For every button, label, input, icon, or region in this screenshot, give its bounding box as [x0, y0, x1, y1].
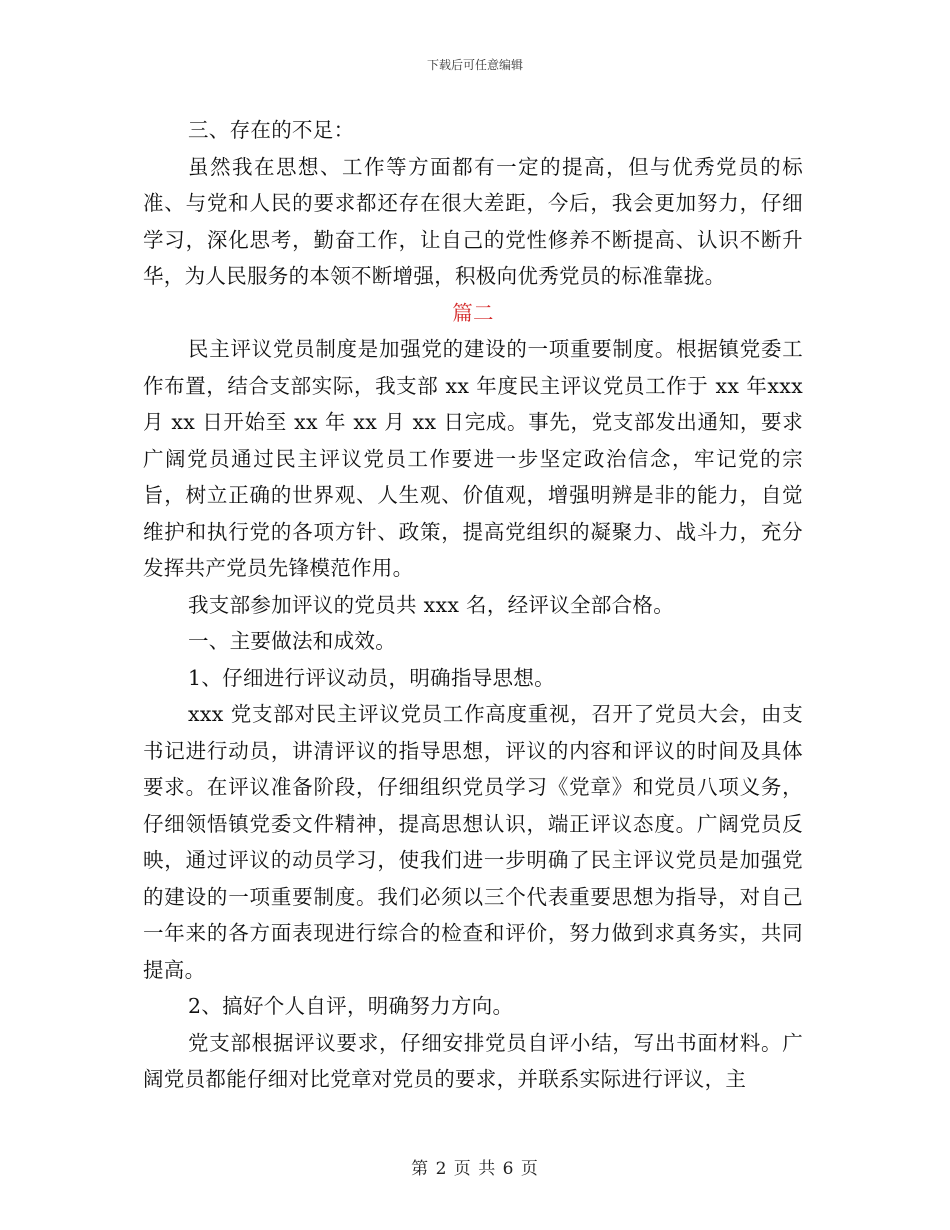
- part-two-heading: 篇二: [452, 300, 494, 325]
- page-number: 第 2 页 共 6 页: [411, 1159, 539, 1179]
- download-note: 下载后可任意编辑: [426, 58, 523, 72]
- paragraph-mobilization: xxx 党支部对民主评议党员工作高度重视，召开了党员大会，由支书记进行动员，讲清评议的指导思想，评议的内容和评议的时间及具体要求。在评议准备阶段，仔细组织党员学习《党章》和党员八项义务，仔细领悟镇党委文件精神，提高思想认识，端正评议态度。广阔党员反映，通过评议的动员学习，使我们进一步明确了民主评议党员是加强党的建设的一项重要制度。我们必须以三个代表重要思想为指导，对自己一年来的各方面表现进行综合的检查和评价，努力做到求真务实，共同提高。: [143, 702, 803, 982]
- subheading-mobilization: 1、仔细进行评议动员，明确指导思想。: [188, 665, 555, 690]
- section-heading-shortcomings: 三、存在的不足：: [188, 118, 355, 142]
- paragraph-self-evaluation: 党支部根据评议要求，仔细安排党员自评小结，写出书面材料。广阔党员都能仔细对比党章对党员的要求，并联系实际进行评议，主: [143, 1030, 803, 1091]
- paragraph-summary: 我支部参加评议的党员共 xxx 名，经评议全部合格。: [188, 592, 675, 617]
- paragraph-shortcomings: 虽然我在思想、工作等方面都有一定的提高，但与优秀党员的标准、与党和人民的要求都还存在很大差距，今后，我会更加努力，仔细学习，深化思考，勤奋工作，让自己的党性修养不断提高、认识不断升华，为人民服务的本领不断增强，积极向优秀党员的标准靠拢。: [143, 154, 803, 288]
- paragraph-intro: 民主评议党员制度是加强党的建设的一项重要制度。根据镇党委工作布置，结合支部实际，我支部 xx 年度民主评议党员工作于 xx 年xxx 月 xx 日开始至 xx 年 xx 月 xx 日完成。事先，党支部发出通知，要求广阔党员通过民主评议党员工作要进一步坚定政治信念，牢记党的宗旨，树立正确的世界观、人生观、价值观，增强明辨是非的能力，自觉维护和执行党的各项方针、政策，提高党组织的凝聚力、战斗力，充分发挥共产党员先锋模范作用。: [143, 337, 803, 580]
- section-heading-methods: 一、主要做法和成效。: [188, 629, 396, 653]
- subheading-self-evaluation: 2、搞好个人自评，明确努力方向。: [188, 994, 514, 1018]
- document-body: [143, 112, 803, 1098]
